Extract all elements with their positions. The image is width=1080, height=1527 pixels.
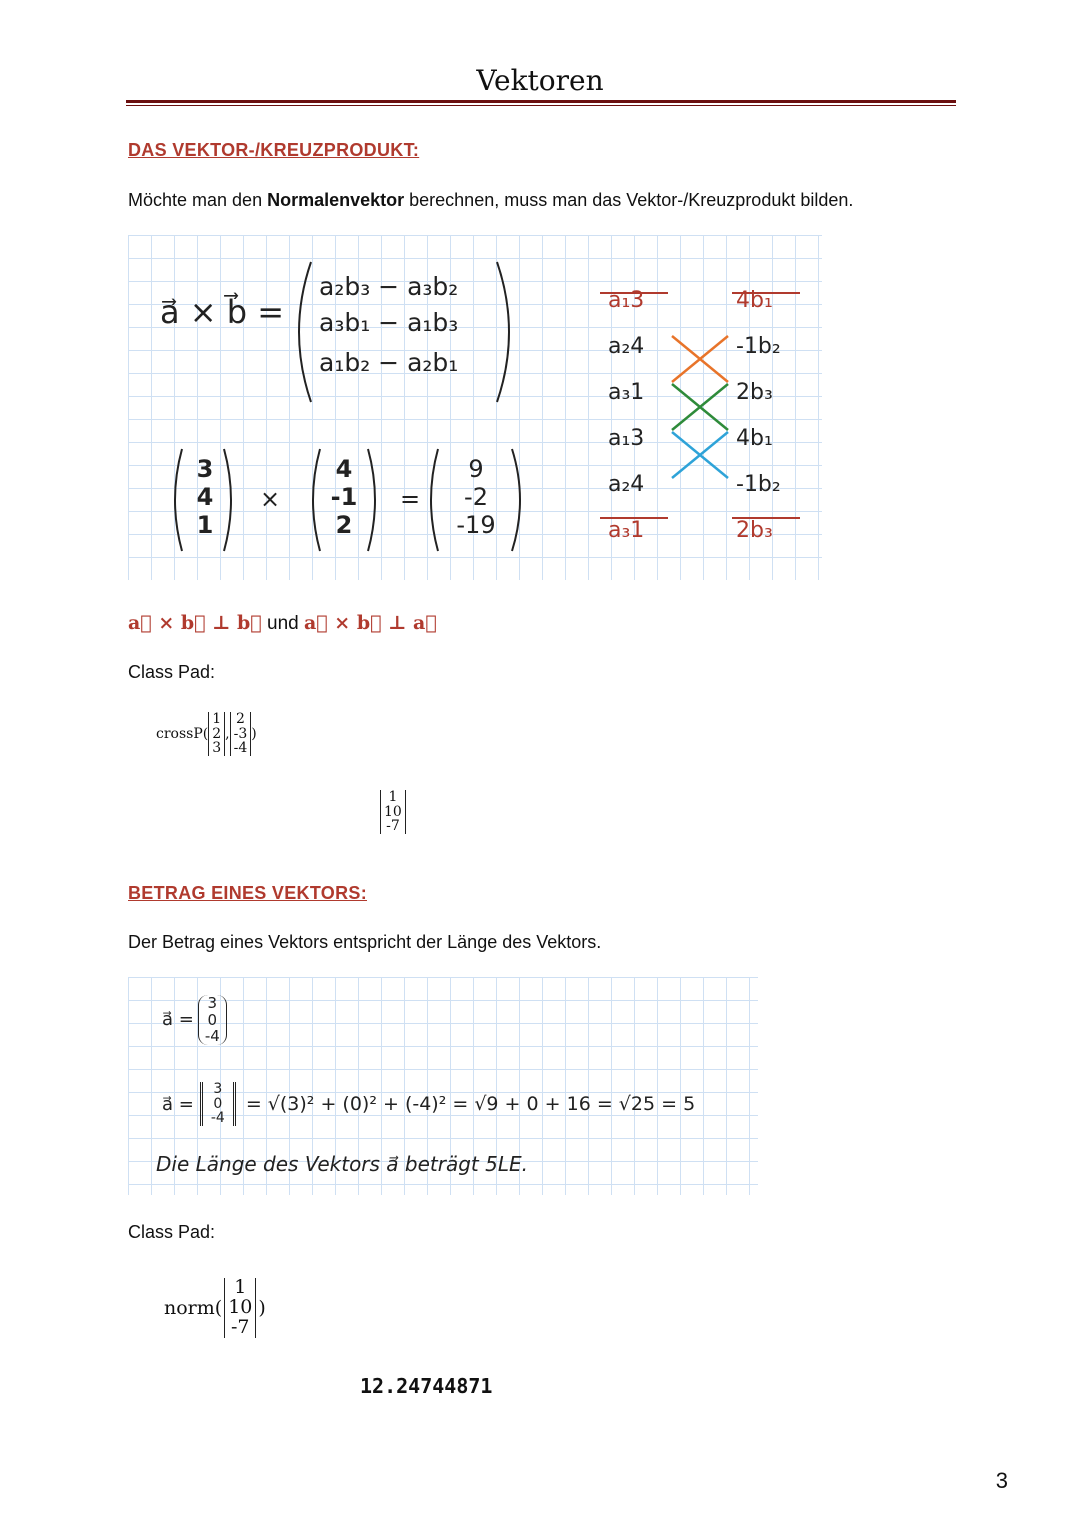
- scheme-right-1: 4b₁: [736, 288, 773, 313]
- crossp-comma: ,: [225, 726, 230, 743]
- formula-row-1: a₂b₃ − a₃b₂: [319, 272, 459, 301]
- result-2: -2: [464, 483, 488, 511]
- vec-a-3: 1: [196, 511, 214, 539]
- section-heading-cross-product: DAS VEKTOR-/KREUZPRODUKT:: [128, 140, 420, 160]
- page-title: Vektoren: [476, 64, 604, 97]
- formula-row-2: a₃b₁ − a₁b₃: [319, 308, 459, 337]
- crossp-vector-2: [230, 712, 252, 756]
- section-heading-magnitude: BETRAG EINES VEKTORS:: [128, 883, 367, 903]
- magnitude-intro: Der Betrag eines Vektors entspricht der Länge des Vektors.: [128, 932, 602, 952]
- vec-b-1: 4: [335, 455, 353, 483]
- res-2: 10: [384, 803, 402, 820]
- vec-a-1: 3: [196, 455, 214, 483]
- classpad-label-2: Class Pad:: [128, 1222, 216, 1242]
- magnitude-vector: [198, 995, 227, 1045]
- scheme-right-4: 4b₁: [736, 426, 773, 451]
- classpad-label-1: Class Pad:: [128, 662, 216, 682]
- scheme-left-6: a₃1: [608, 518, 645, 543]
- example-vector-b: [324, 455, 364, 539]
- result-1: 9: [468, 455, 484, 483]
- scheme-left-5: a₂4: [608, 472, 645, 497]
- v1-2: 2: [212, 725, 222, 742]
- header-rule: [126, 100, 956, 103]
- calc-abs-vector: [200, 1082, 236, 1126]
- crossp-result-vector: [380, 790, 406, 834]
- times-sign: ×: [260, 485, 281, 513]
- v2-3: -4: [233, 740, 248, 757]
- v1-1: 1: [212, 711, 222, 727]
- cross-formula-matrix: [293, 258, 515, 406]
- scheme-left-1: a₁3: [608, 288, 645, 313]
- cross-example: [172, 445, 544, 555]
- scheme-right-3: 2b₃: [736, 380, 773, 405]
- intro-text: Möchte man den: [128, 190, 268, 210]
- crossp-func: crossP(: [156, 726, 209, 743]
- example-vector-a: [194, 455, 216, 539]
- scheme-right-5: -1b₂: [736, 472, 781, 497]
- mag-vec-1: 3: [207, 994, 218, 1012]
- cross-scheme: [600, 278, 810, 543]
- scheme-right-6: 2b₃: [736, 518, 773, 543]
- perpendicular-statement: [128, 612, 437, 635]
- calc-vec-3: -4: [210, 1110, 225, 1127]
- cross-product-intro: [128, 190, 853, 211]
- mag-vec-2: 0: [207, 1010, 218, 1029]
- norm-vector: [224, 1278, 256, 1338]
- vec-b-3: 2: [335, 511, 353, 539]
- norm-v-2: 10: [228, 1295, 253, 1318]
- intro-bold: Normalenvektor: [267, 190, 405, 210]
- formula-row-3: a₁b₂ − a₂b₁: [319, 348, 459, 377]
- example-result: [444, 455, 508, 539]
- magnitude-calculation: [162, 1082, 695, 1126]
- scheme-left-3: a₃1: [608, 380, 645, 405]
- header-rule-thin: [126, 105, 956, 106]
- scheme-left-4: a₁3: [608, 426, 645, 451]
- classpad-crossp-output: [380, 790, 406, 834]
- classpad-norm-output: 12.24744871: [360, 1374, 493, 1398]
- classpad-crossp-input: [156, 712, 257, 756]
- norm-close: ): [258, 1296, 266, 1319]
- scheme-left-2: a₂4: [608, 334, 645, 359]
- v1-3: 3: [212, 740, 222, 757]
- vec-b-2: -1: [330, 483, 358, 511]
- perp-a: a⃗ × b⃗ ⊥ b⃗: [128, 612, 262, 634]
- magnitude-vector-def: [162, 995, 227, 1045]
- calc-steps: = √(3)² + (0)² + (-4)² = √9 + 0 + 16 = √25 = 5: [245, 1093, 696, 1116]
- res-3: -7: [386, 818, 400, 835]
- norm-v-3: -7: [231, 1315, 250, 1338]
- vec-a-2: 4: [196, 483, 214, 511]
- v2-1: 2: [235, 711, 245, 727]
- classpad-norm-input: [164, 1278, 266, 1338]
- norm-func: norm(: [164, 1296, 223, 1319]
- page-number: 3: [995, 1468, 1008, 1493]
- scheme-right-column: [736, 278, 781, 554]
- norm-v-1: 1: [234, 1276, 247, 1298]
- calc-vec-2: 0: [213, 1095, 223, 1112]
- mag-vec-3: -4: [204, 1027, 220, 1045]
- vec-label: a⃗ =: [162, 1009, 194, 1031]
- v2-2: -3: [233, 725, 248, 742]
- perp-und: und: [261, 613, 304, 634]
- calc-vec-label: a⃗ =: [162, 1093, 194, 1115]
- cross-formula-lhs: a⃗ × b⃗ =: [160, 293, 285, 331]
- equals-sign: =: [400, 485, 421, 513]
- result-3: -19: [456, 511, 496, 539]
- magnitude-sentence: Die Länge des Vektors a⃗ beträgt 5LE.: [156, 1152, 528, 1176]
- scheme-left-column: [608, 278, 644, 554]
- perp-b: a⃗ × b⃗ ⊥ a⃗: [303, 612, 437, 634]
- res-1: 1: [388, 789, 398, 805]
- crossp-close: ): [251, 726, 257, 743]
- scheme-right-2: -1b₂: [736, 334, 781, 359]
- crossp-vector-1: [208, 712, 225, 756]
- intro-text-end: berechnen, muss man das Vektor-/Kreuzprodukt bilden.: [404, 190, 854, 210]
- calc-vec-1: 3: [213, 1081, 223, 1097]
